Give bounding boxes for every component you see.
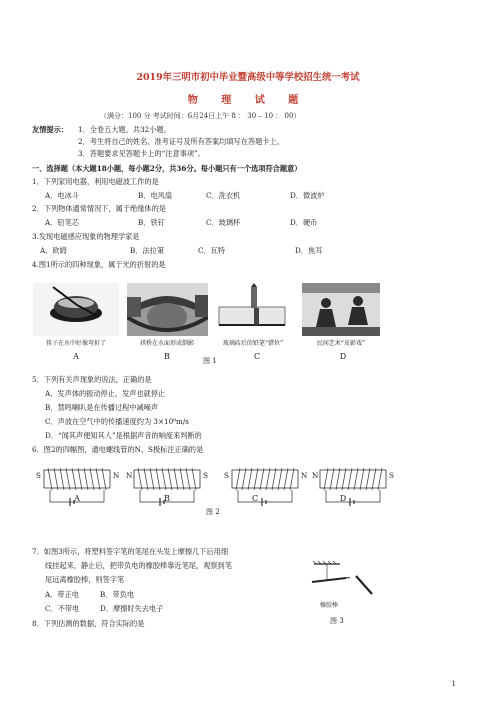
pole-label: S [224,471,229,480]
question-stem: 线挂起来，静止后，把带负电的橡胶棒靠近笔尾，观察到笔 [45,561,232,570]
pole-label: S [389,471,394,480]
option: A．铅笔芯 [45,218,79,227]
question-stem: 2．下列物体通常情况下，属于绝缘体的是 [32,204,166,213]
subject-title: 物 理 试 题 [187,95,309,106]
photo-chopsticks-in-water [33,283,119,336]
photo-arch-bridge-reflection [127,283,208,336]
tip-item: 3．答题要求见答题卡上的“注意事项”。 [78,149,205,158]
option: D．摩擦时失去电子 [100,604,164,613]
option: D．微波炉 [290,191,325,200]
tip-item: 2．考生将自己的姓名、准考证号及所有答案均填写在答题卡上。 [78,137,284,146]
question-stem: 尾远离橡胶棒，则签字笔 [45,575,125,584]
option: C．玻璃杯 [206,218,241,227]
option-letter: A [74,494,80,503]
page-number: 1 [451,679,456,688]
solenoid-c [232,468,298,506]
pole-label: S [36,471,41,480]
option: B．带负电 [100,590,135,599]
option-letter: A [73,352,79,361]
pole-label: N [312,471,319,480]
option: A．带正电 [45,590,79,599]
pole-label: N [301,471,308,480]
option-letter: D [339,494,347,503]
figure-caption: 拱桥在水面形成倒影 [139,340,194,347]
option-letter: C [251,494,259,503]
question-stem: 7．如图3所示，将塑料签字笔的笔尾在头发上摩擦几下后用细 [32,547,229,556]
question-stem: 5．下列有关声现象的说法，正确的是 [32,375,152,384]
photo-shadow-puppet-show [302,283,380,336]
option: B．电风扇 [138,191,173,200]
option-letter: D [339,352,347,361]
question-stem: 8．下列估测的数据，符合实际的是 [32,619,145,628]
score-info: （满分：100 分 考试时间：6月24日上午 8 ： 30 – 10 ： 00） [100,112,301,120]
option-letter: B [164,494,170,503]
exam-title: 2019年三明市初中毕业暨高级中等学校招生统一考试 [136,72,360,83]
option: B．禁鸣喇叭是在传播过程中减噪声 [45,403,159,412]
tip-item: 1．全卷五大题，共32小题。 [78,125,171,134]
option-letter: B [164,352,170,361]
pole-label: N [113,471,120,480]
section-heading: 一、选择题（本大题18小题，每小题2分，共36分。每小题只有一个选项符合题意） [32,164,302,173]
figure-caption: 民间艺术“皮影戏” [316,340,366,347]
question-stem: 1．下列家用电器，利用电磁波工作的是 [32,177,159,186]
option: C．瓦特 [198,246,226,255]
option: C．洗衣机 [206,191,241,200]
option: D．“闻其声便知其人”是根据声音的响度来判断的 [45,431,202,440]
option: B．法拉第 [130,246,165,255]
question-stem: 6．图2的四幅图，通电螺线管的N、S极标注正确的是 [32,445,204,454]
option: A．欧姆 [40,246,67,255]
question-stem: 3.发现电磁感应现象的物理学家是 [32,232,140,241]
option: C．不带电 [45,604,80,613]
solenoid-d [320,468,386,506]
figure-label: 图 1 [203,357,217,365]
figure-label: 图 3 [330,617,344,625]
option: D．焦耳 [295,246,323,255]
option: B．铁钉 [138,218,165,227]
tips-label: 友情提示： [32,125,68,134]
photo-pencil-behind-glass-block [215,283,291,338]
figure-label: 图 2 [206,508,220,516]
option: A．发声体的振动停止，发声也就停止 [45,389,166,398]
rod-label: 橡胶棒 [320,602,339,609]
question-stem: 4.图1所示的四种现象，属于光的折射的是 [32,260,166,269]
option: D．硬币 [290,218,318,227]
figure-caption: 玻璃砖后的铅笔“错位” [222,340,284,347]
option: C．声波在空气中的传播速度约为 3×10⁸m/s [45,417,189,426]
figure-caption: 筷子在水中好像弯折了 [45,340,106,347]
option-letter: C [253,352,261,361]
pole-label: N [126,471,133,480]
option: A．电冰斗 [45,191,79,200]
pole-label: S [203,471,208,480]
